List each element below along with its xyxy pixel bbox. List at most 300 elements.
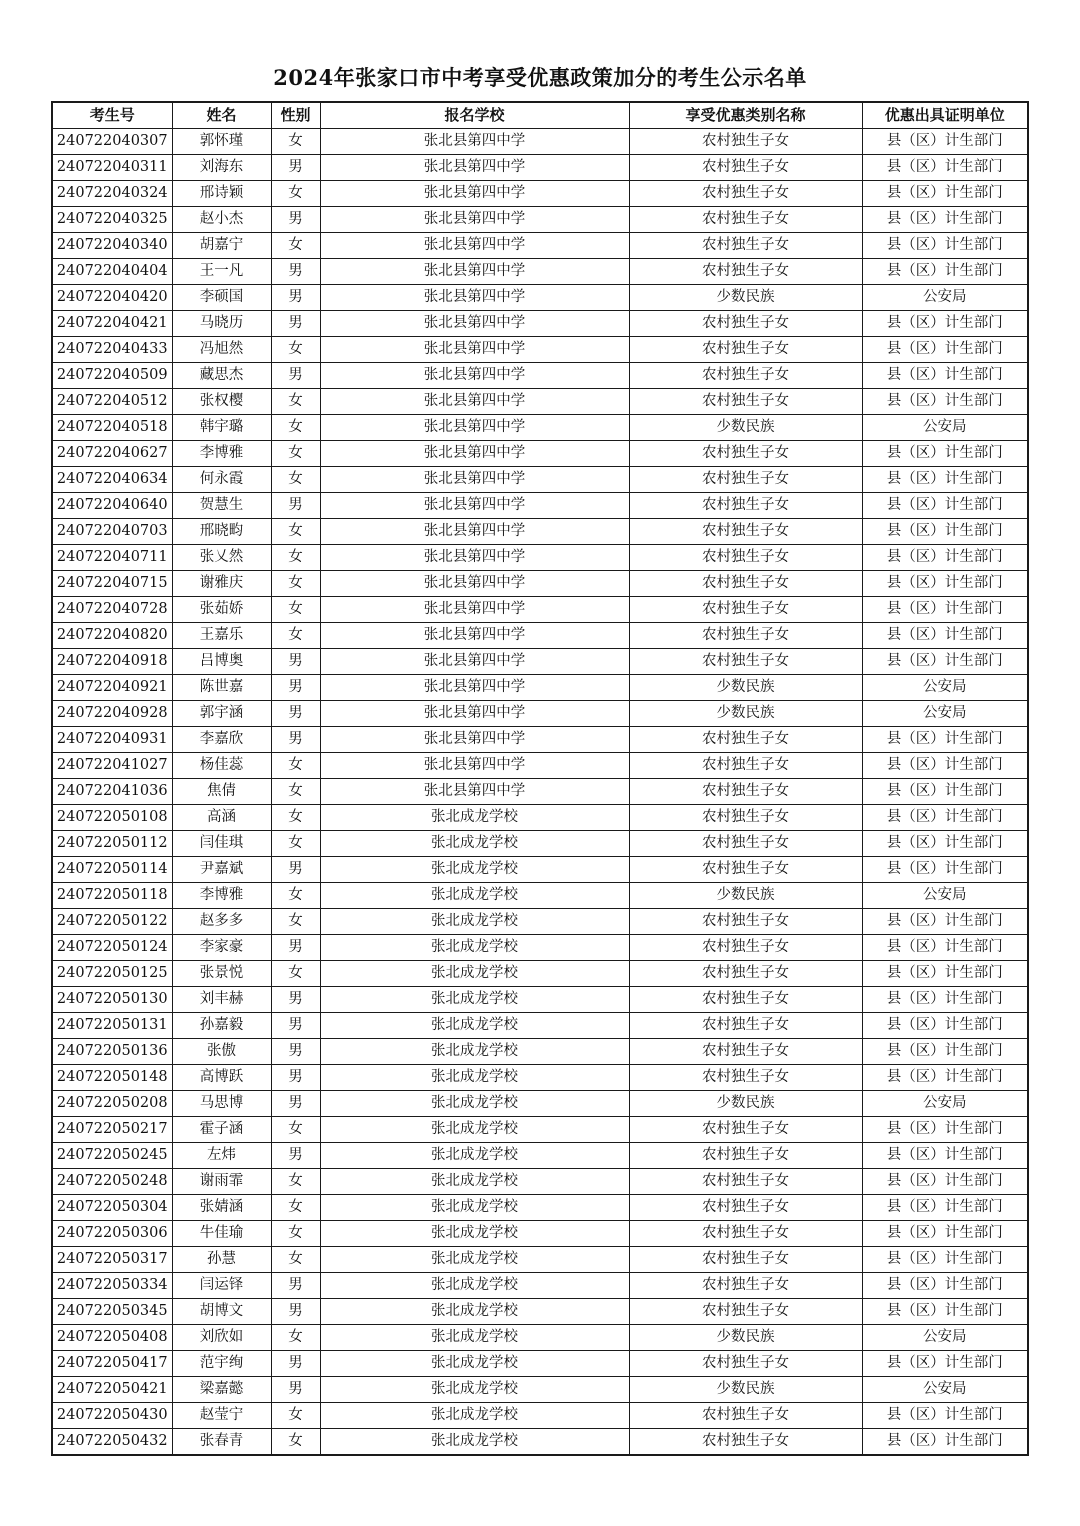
table-header-row (52, 102, 1028, 129)
table-row (52, 1195, 1028, 1221)
cell-school: 张北县第四中学 (320, 727, 629, 753)
cell-school: 张北县第四中学 (320, 753, 629, 779)
cell-school: 张北县第四中学 (320, 389, 629, 415)
cell-exam-number: 240722050108 (52, 805, 172, 831)
cell-gender: 女 (271, 389, 320, 415)
table-row (52, 493, 1028, 519)
cell-school: 张北成龙学校 (320, 883, 629, 909)
cell-name: 高博跃 (172, 1065, 271, 1091)
cell-certifying-unit: 公安局 (862, 1091, 1028, 1117)
cell-preference-category: 农村独生子女 (629, 1065, 862, 1091)
cell-name: 邢晓畇 (172, 519, 271, 545)
cell-exam-number: 240722040820 (52, 623, 172, 649)
cell-school: 张北成龙学校 (320, 1091, 629, 1117)
cell-gender: 男 (271, 259, 320, 285)
cell-name: 贺慧生 (172, 493, 271, 519)
cell-school: 张北成龙学校 (320, 1429, 629, 1456)
cell-gender: 女 (271, 753, 320, 779)
cell-preference-category: 农村独生子女 (629, 857, 862, 883)
col-header-preference-category: 享受优惠类别名称 (629, 102, 862, 129)
cell-certifying-unit: 县（区）计生部门 (862, 1039, 1028, 1065)
cell-gender: 女 (271, 1117, 320, 1143)
cell-school: 张北成龙学校 (320, 1273, 629, 1299)
cell-certifying-unit: 公安局 (862, 415, 1028, 441)
cell-school: 张北成龙学校 (320, 1039, 629, 1065)
cell-preference-category: 农村独生子女 (629, 1273, 862, 1299)
table-body (52, 129, 1028, 1456)
cell-gender: 女 (271, 909, 320, 935)
table-row (52, 909, 1028, 935)
cell-school: 张北成龙学校 (320, 1143, 629, 1169)
cell-exam-number: 240722050421 (52, 1377, 172, 1403)
table-row (52, 1065, 1028, 1091)
table-row (52, 675, 1028, 701)
cell-preference-category: 农村独生子女 (629, 1195, 862, 1221)
cell-certifying-unit: 公安局 (862, 883, 1028, 909)
table-row (52, 337, 1028, 363)
cell-school: 张北县第四中学 (320, 181, 629, 207)
cell-exam-number: 240722050131 (52, 1013, 172, 1039)
table-row (52, 961, 1028, 987)
cell-gender: 男 (271, 1299, 320, 1325)
cell-gender: 男 (271, 1377, 320, 1403)
cell-name: 刘丰赫 (172, 987, 271, 1013)
cell-certifying-unit: 县（区）计生部门 (862, 129, 1028, 155)
cell-name: 郭宇涵 (172, 701, 271, 727)
cell-certifying-unit: 县（区）计生部门 (862, 467, 1028, 493)
cell-exam-number: 240722050118 (52, 883, 172, 909)
cell-preference-category: 农村独生子女 (629, 337, 862, 363)
cell-school: 张北县第四中学 (320, 285, 629, 311)
cell-gender: 男 (271, 1273, 320, 1299)
cell-preference-category: 农村独生子女 (629, 311, 862, 337)
cell-exam-number: 240722040340 (52, 233, 172, 259)
cell-preference-category: 农村独生子女 (629, 1403, 862, 1429)
cell-certifying-unit: 县（区）计生部门 (862, 597, 1028, 623)
table-row (52, 1377, 1028, 1403)
cell-name: 刘海东 (172, 155, 271, 181)
table-row (52, 181, 1028, 207)
cell-school: 张北县第四中学 (320, 311, 629, 337)
cell-certifying-unit: 县（区）计生部门 (862, 1247, 1028, 1273)
cell-preference-category: 少数民族 (629, 1091, 862, 1117)
cell-certifying-unit: 县（区）计生部门 (862, 155, 1028, 181)
cell-certifying-unit: 县（区）计生部门 (862, 1117, 1028, 1143)
cell-exam-number: 240722040703 (52, 519, 172, 545)
cell-school: 张北县第四中学 (320, 597, 629, 623)
cell-name: 张傲 (172, 1039, 271, 1065)
cell-certifying-unit: 县（区）计生部门 (862, 1169, 1028, 1195)
cell-preference-category: 农村独生子女 (629, 831, 862, 857)
table-row (52, 1091, 1028, 1117)
cell-name: 马晓历 (172, 311, 271, 337)
cell-name: 牛佳瑜 (172, 1221, 271, 1247)
cell-certifying-unit: 县（区）计生部门 (862, 831, 1028, 857)
table-row (52, 805, 1028, 831)
cell-gender: 女 (271, 545, 320, 571)
cell-exam-number: 240722040928 (52, 701, 172, 727)
cell-gender: 女 (271, 181, 320, 207)
cell-name: 梁嘉懿 (172, 1377, 271, 1403)
cell-school: 张北县第四中学 (320, 571, 629, 597)
cell-exam-number: 240722040634 (52, 467, 172, 493)
cell-gender: 男 (271, 311, 320, 337)
cell-exam-number: 240722040627 (52, 441, 172, 467)
cell-gender: 男 (271, 1143, 320, 1169)
page-title: 2024年张家口市中考享受优惠政策加分的考生公示名单 (273, 65, 807, 90)
cell-gender: 女 (271, 519, 320, 545)
table-row (52, 727, 1028, 753)
cell-preference-category: 农村独生子女 (629, 1117, 862, 1143)
cell-school: 张北成龙学校 (320, 1221, 629, 1247)
cell-preference-category: 农村独生子女 (629, 259, 862, 285)
cell-name: 张春青 (172, 1429, 271, 1456)
cell-preference-category: 少数民族 (629, 415, 862, 441)
cell-name: 闫运铎 (172, 1273, 271, 1299)
table-row (52, 1221, 1028, 1247)
cell-certifying-unit: 县（区）计生部门 (862, 207, 1028, 233)
cell-preference-category: 少数民族 (629, 701, 862, 727)
cell-name: 刘欣如 (172, 1325, 271, 1351)
cell-preference-category: 农村独生子女 (629, 1039, 862, 1065)
cell-gender: 女 (271, 467, 320, 493)
table-row (52, 857, 1028, 883)
cell-gender: 男 (271, 1013, 320, 1039)
cell-certifying-unit: 公安局 (862, 1377, 1028, 1403)
cell-name: 杨佳蕊 (172, 753, 271, 779)
cell-school: 张北县第四中学 (320, 415, 629, 441)
cell-certifying-unit: 县（区）计生部门 (862, 1065, 1028, 1091)
cell-gender: 男 (271, 155, 320, 181)
table-row (52, 1403, 1028, 1429)
table-row (52, 233, 1028, 259)
cell-exam-number: 240722040640 (52, 493, 172, 519)
cell-name: 藏思杰 (172, 363, 271, 389)
cell-name: 张景悦 (172, 961, 271, 987)
cell-school: 张北成龙学校 (320, 1403, 629, 1429)
cell-gender: 女 (271, 233, 320, 259)
cell-school: 张北成龙学校 (320, 1351, 629, 1377)
cell-name: 尹嘉斌 (172, 857, 271, 883)
cell-gender: 男 (271, 1065, 320, 1091)
cell-certifying-unit: 县（区）计生部门 (862, 1403, 1028, 1429)
table-row (52, 1117, 1028, 1143)
cell-preference-category: 农村独生子女 (629, 779, 862, 805)
cell-preference-category: 农村独生子女 (629, 805, 862, 831)
cell-gender: 女 (271, 571, 320, 597)
table-row (52, 1351, 1028, 1377)
cell-gender: 女 (271, 1169, 320, 1195)
cell-gender: 女 (271, 1247, 320, 1273)
cell-name: 谢雨霏 (172, 1169, 271, 1195)
cell-exam-number: 240722050304 (52, 1195, 172, 1221)
cell-school: 张北成龙学校 (320, 1247, 629, 1273)
cell-name: 谢雅庆 (172, 571, 271, 597)
cell-name: 赵多多 (172, 909, 271, 935)
cell-name: 邢诗颖 (172, 181, 271, 207)
cell-certifying-unit: 县（区）计生部门 (862, 1143, 1028, 1169)
table-row (52, 129, 1028, 155)
cell-exam-number: 240722050208 (52, 1091, 172, 1117)
cell-school: 张北县第四中学 (320, 441, 629, 467)
cell-exam-number: 240722040433 (52, 337, 172, 363)
cell-school: 张北县第四中学 (320, 129, 629, 155)
cell-name: 胡博文 (172, 1299, 271, 1325)
cell-school: 张北成龙学校 (320, 857, 629, 883)
cell-certifying-unit: 公安局 (862, 675, 1028, 701)
table-row (52, 545, 1028, 571)
table-row (52, 1169, 1028, 1195)
cell-name: 李硕国 (172, 285, 271, 311)
cell-school: 张北成龙学校 (320, 1299, 629, 1325)
cell-certifying-unit: 县（区）计生部门 (862, 727, 1028, 753)
cell-exam-number: 240722050306 (52, 1221, 172, 1247)
cell-exam-number: 240722040728 (52, 597, 172, 623)
cell-certifying-unit: 县（区）计生部门 (862, 389, 1028, 415)
cell-preference-category: 农村独生子女 (629, 1221, 862, 1247)
cell-certifying-unit: 县（区）计生部门 (862, 1299, 1028, 1325)
cell-preference-category: 农村独生子女 (629, 207, 862, 233)
cell-gender: 男 (271, 727, 320, 753)
cell-school: 张北县第四中学 (320, 545, 629, 571)
cell-exam-number: 240722050136 (52, 1039, 172, 1065)
cell-school: 张北县第四中学 (320, 259, 629, 285)
cell-preference-category: 农村独生子女 (629, 935, 862, 961)
cell-exam-number: 240722040420 (52, 285, 172, 311)
table-row (52, 259, 1028, 285)
cell-gender: 男 (271, 1039, 320, 1065)
table-row (52, 415, 1028, 441)
cell-gender: 女 (271, 441, 320, 467)
cell-certifying-unit: 县（区）计生部门 (862, 961, 1028, 987)
col-header-gender: 性别 (271, 102, 320, 129)
cell-preference-category: 少数民族 (629, 285, 862, 311)
cell-name: 李嘉欣 (172, 727, 271, 753)
cell-gender: 女 (271, 337, 320, 363)
table-row (52, 779, 1028, 805)
cell-gender: 女 (271, 961, 320, 987)
cell-certifying-unit: 公安局 (862, 701, 1028, 727)
table-row (52, 1247, 1028, 1273)
cell-exam-number: 240722040509 (52, 363, 172, 389)
cell-school: 张北成龙学校 (320, 1377, 629, 1403)
cell-preference-category: 农村独生子女 (629, 467, 862, 493)
cell-exam-number: 240722050217 (52, 1117, 172, 1143)
cell-gender: 女 (271, 779, 320, 805)
table-row (52, 935, 1028, 961)
cell-name: 张婧涵 (172, 1195, 271, 1221)
cell-certifying-unit: 县（区）计生部门 (862, 1195, 1028, 1221)
cell-exam-number: 240722050432 (52, 1429, 172, 1456)
cell-exam-number: 240722050125 (52, 961, 172, 987)
cell-school: 张北成龙学校 (320, 831, 629, 857)
cell-exam-number: 240722040512 (52, 389, 172, 415)
cell-exam-number: 240722040921 (52, 675, 172, 701)
table-row (52, 467, 1028, 493)
table-row (52, 519, 1028, 545)
cell-exam-number: 240722040518 (52, 415, 172, 441)
cell-gender: 男 (271, 701, 320, 727)
cell-gender: 男 (271, 857, 320, 883)
table-row (52, 285, 1028, 311)
cell-name: 张茹娇 (172, 597, 271, 623)
cell-name: 郭怀瑾 (172, 129, 271, 155)
cell-preference-category: 农村独生子女 (629, 571, 862, 597)
cell-name: 高涵 (172, 805, 271, 831)
cell-school: 张北成龙学校 (320, 1013, 629, 1039)
cell-school: 张北成龙学校 (320, 961, 629, 987)
table-row (52, 441, 1028, 467)
cell-exam-number: 240722040325 (52, 207, 172, 233)
cell-certifying-unit: 县（区）计生部门 (862, 1221, 1028, 1247)
cell-gender: 男 (271, 1091, 320, 1117)
cell-school: 张北县第四中学 (320, 779, 629, 805)
cell-certifying-unit: 县（区）计生部门 (862, 337, 1028, 363)
cell-school: 张北成龙学校 (320, 987, 629, 1013)
cell-exam-number: 240722050124 (52, 935, 172, 961)
cell-exam-number: 240722040404 (52, 259, 172, 285)
cell-name: 闫佳琪 (172, 831, 271, 857)
cell-gender: 男 (271, 207, 320, 233)
cell-school: 张北成龙学校 (320, 1325, 629, 1351)
cell-gender: 男 (271, 363, 320, 389)
cell-gender: 女 (271, 831, 320, 857)
cell-name: 李家豪 (172, 935, 271, 961)
cell-name: 范宇绚 (172, 1351, 271, 1377)
cell-exam-number: 240722050122 (52, 909, 172, 935)
cell-preference-category: 农村独生子女 (629, 987, 862, 1013)
cell-school: 张北成龙学校 (320, 805, 629, 831)
cell-certifying-unit: 县（区）计生部门 (862, 181, 1028, 207)
cell-name: 陈世嘉 (172, 675, 271, 701)
cell-name: 韩宇璐 (172, 415, 271, 441)
cell-name: 吕博奥 (172, 649, 271, 675)
cell-gender: 女 (271, 623, 320, 649)
table-row (52, 571, 1028, 597)
cell-preference-category: 农村独生子女 (629, 649, 862, 675)
cell-certifying-unit: 县（区）计生部门 (862, 311, 1028, 337)
cell-preference-category: 农村独生子女 (629, 545, 862, 571)
table-row (52, 831, 1028, 857)
cell-gender: 女 (271, 597, 320, 623)
cell-school: 张北县第四中学 (320, 155, 629, 181)
table-row (52, 1143, 1028, 1169)
cell-preference-category: 少数民族 (629, 883, 862, 909)
cell-exam-number: 240722050334 (52, 1273, 172, 1299)
table-row (52, 1299, 1028, 1325)
cell-name: 马思博 (172, 1091, 271, 1117)
cell-preference-category: 农村独生子女 (629, 363, 862, 389)
table-row (52, 1325, 1028, 1351)
cell-school: 张北县第四中学 (320, 701, 629, 727)
cell-certifying-unit: 县（区）计生部门 (862, 987, 1028, 1013)
cell-exam-number: 240722050130 (52, 987, 172, 1013)
cell-certifying-unit: 县（区）计生部门 (862, 753, 1028, 779)
cell-name: 李博雅 (172, 441, 271, 467)
cell-name: 张权樱 (172, 389, 271, 415)
cell-certifying-unit: 县（区）计生部门 (862, 441, 1028, 467)
cell-name: 胡嘉宁 (172, 233, 271, 259)
cell-preference-category: 农村独生子女 (629, 129, 862, 155)
cell-preference-category: 农村独生子女 (629, 441, 862, 467)
cell-exam-number: 240722050317 (52, 1247, 172, 1273)
table-row (52, 207, 1028, 233)
cell-name: 何永霞 (172, 467, 271, 493)
cell-gender: 男 (271, 285, 320, 311)
cell-certifying-unit: 县（区）计生部门 (862, 623, 1028, 649)
cell-name: 张乂然 (172, 545, 271, 571)
cell-preference-category: 农村独生子女 (629, 623, 862, 649)
cell-school: 张北成龙学校 (320, 935, 629, 961)
cell-exam-number: 240722040715 (52, 571, 172, 597)
col-header-certifying-unit: 优惠出具证明单位 (862, 102, 1028, 129)
cell-preference-category: 农村独生子女 (629, 727, 862, 753)
cell-gender: 女 (271, 1403, 320, 1429)
cell-school: 张北县第四中学 (320, 207, 629, 233)
cell-school: 张北成龙学校 (320, 909, 629, 935)
cell-certifying-unit: 县（区）计生部门 (862, 519, 1028, 545)
cell-certifying-unit: 县（区）计生部门 (862, 493, 1028, 519)
cell-name: 王一凡 (172, 259, 271, 285)
cell-school: 张北成龙学校 (320, 1117, 629, 1143)
cell-exam-number: 240722040421 (52, 311, 172, 337)
cell-exam-number: 240722040311 (52, 155, 172, 181)
cell-preference-category: 农村独生子女 (629, 1143, 862, 1169)
cell-school: 张北县第四中学 (320, 519, 629, 545)
cell-gender: 男 (271, 1351, 320, 1377)
cell-gender: 女 (271, 1429, 320, 1456)
cell-exam-number: 240722040918 (52, 649, 172, 675)
cell-gender: 女 (271, 1325, 320, 1351)
cell-name: 赵莹宁 (172, 1403, 271, 1429)
table-row (52, 883, 1028, 909)
cell-preference-category: 农村独生子女 (629, 155, 862, 181)
col-header-exam-number: 考生号 (52, 102, 172, 129)
col-header-name: 姓名 (172, 102, 271, 129)
cell-name: 赵小杰 (172, 207, 271, 233)
cell-gender: 男 (271, 493, 320, 519)
cell-exam-number: 240722040931 (52, 727, 172, 753)
cell-certifying-unit: 县（区）计生部门 (862, 1429, 1028, 1456)
table-row (52, 753, 1028, 779)
cell-certifying-unit: 县（区）计生部门 (862, 1351, 1028, 1377)
cell-school: 张北县第四中学 (320, 493, 629, 519)
table-row (52, 389, 1028, 415)
cell-preference-category: 农村独生子女 (629, 519, 862, 545)
cell-certifying-unit: 县（区）计生部门 (862, 259, 1028, 285)
cell-certifying-unit: 县（区）计生部门 (862, 363, 1028, 389)
table-row (52, 311, 1028, 337)
table-row (52, 701, 1028, 727)
cell-gender: 女 (271, 883, 320, 909)
cell-name: 李博雅 (172, 883, 271, 909)
table-row (52, 1013, 1028, 1039)
cell-school: 张北县第四中学 (320, 649, 629, 675)
table-row (52, 623, 1028, 649)
cell-exam-number: 240722041027 (52, 753, 172, 779)
cell-name: 焦倩 (172, 779, 271, 805)
cell-gender: 女 (271, 415, 320, 441)
cell-preference-category: 农村独生子女 (629, 753, 862, 779)
table-row (52, 597, 1028, 623)
cell-school: 张北县第四中学 (320, 233, 629, 259)
cell-certifying-unit: 公安局 (862, 285, 1028, 311)
cell-certifying-unit: 县（区）计生部门 (862, 805, 1028, 831)
cell-name: 霍子涵 (172, 1117, 271, 1143)
cell-name: 孙嘉毅 (172, 1013, 271, 1039)
cell-certifying-unit: 县（区）计生部门 (862, 935, 1028, 961)
cell-certifying-unit: 县（区）计生部门 (862, 649, 1028, 675)
